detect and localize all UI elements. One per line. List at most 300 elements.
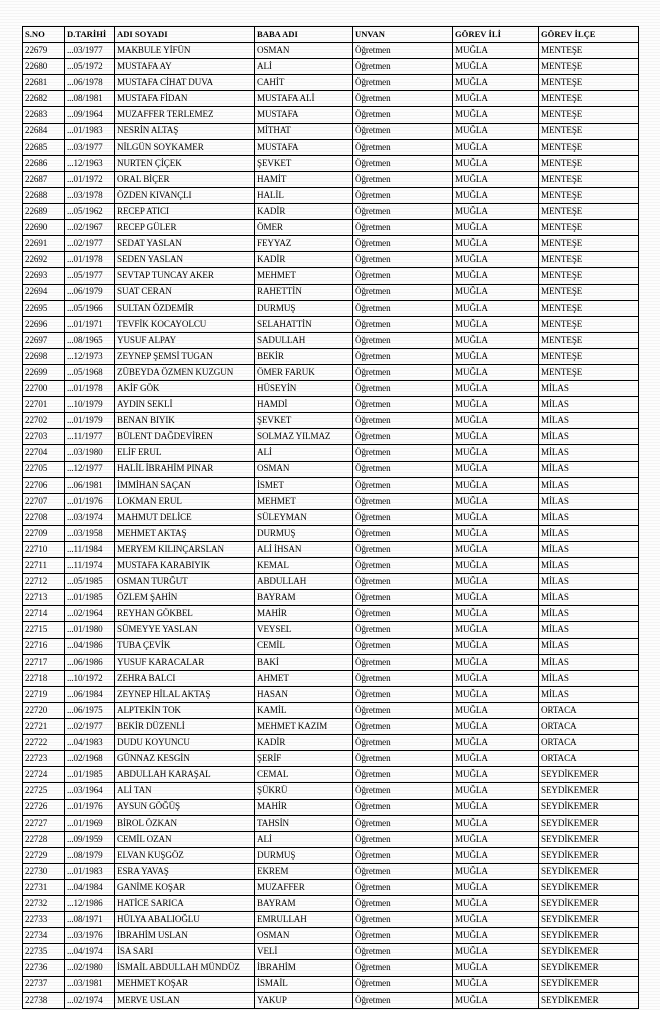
- table-row: [23, 799, 639, 815]
- cell-gorev-ilce: MENTEŞE: [539, 268, 639, 284]
- cell-adi-soyadi: BİROL ÖZKAN: [115, 815, 255, 831]
- cell-sno: 22699: [23, 364, 65, 380]
- cell-adi-soyadi: SULTAN ÖZDEMİR: [115, 300, 255, 316]
- cell-sno: 22716: [23, 638, 65, 654]
- cell-sno: 22718: [23, 670, 65, 686]
- cell-unvan: Öğretmen: [353, 992, 453, 1008]
- cell-baba-adi: DURMUŞ: [255, 847, 353, 863]
- cell-adi-soyadi: AYDIN SEKLİ: [115, 397, 255, 413]
- cell-sno: 22710: [23, 542, 65, 558]
- cell-sno: 22714: [23, 606, 65, 622]
- cell-adi-soyadi: TUBA ÇEVİK: [115, 638, 255, 654]
- cell-gorev-ili: MUĞLA: [453, 509, 539, 525]
- cell-baba-adi: MAHİR: [255, 606, 353, 622]
- cell-adi-soyadi: GÜNNAZ KESGİN: [115, 751, 255, 767]
- column-header-gorev-ilce: GÖREV İLÇE: [539, 27, 639, 43]
- cell-gorev-ilce: SEYDİKEMER: [539, 831, 639, 847]
- cell-sno: 22707: [23, 493, 65, 509]
- cell-baba-adi: YAKUP: [255, 992, 353, 1008]
- cell-sno: 22717: [23, 654, 65, 670]
- cell-gorev-ili: MUĞLA: [453, 831, 539, 847]
- cell-sno: 22692: [23, 252, 65, 268]
- cell-gorev-ili: MUĞLA: [453, 187, 539, 203]
- table-row: [23, 268, 639, 284]
- cell-sno: 22727: [23, 815, 65, 831]
- table-row: [23, 123, 639, 139]
- cell-sno: 22719: [23, 686, 65, 702]
- cell-dogum-tarihi: ...03/1976: [65, 928, 115, 944]
- cell-baba-adi: KEMAL: [255, 558, 353, 574]
- cell-baba-adi: ÖMER: [255, 220, 353, 236]
- cell-baba-adi: SELAHATTİN: [255, 316, 353, 332]
- cell-gorev-ilce: MENTEŞE: [539, 91, 639, 107]
- cell-baba-adi: OSMAN: [255, 461, 353, 477]
- cell-gorev-ili: MUĞLA: [453, 590, 539, 606]
- cell-gorev-ilce: MİLAS: [539, 590, 639, 606]
- cell-gorev-ilce: MİLAS: [539, 622, 639, 638]
- cell-unvan: Öğretmen: [353, 316, 453, 332]
- cell-baba-adi: HALİL: [255, 187, 353, 203]
- cell-baba-adi: KADİR: [255, 735, 353, 751]
- cell-gorev-ili: MUĞLA: [453, 558, 539, 574]
- cell-gorev-ili: MUĞLA: [453, 622, 539, 638]
- cell-baba-adi: VELİ: [255, 944, 353, 960]
- cell-gorev-ilce: SEYDİKEMER: [539, 783, 639, 799]
- table-row: [23, 606, 639, 622]
- cell-unvan: Öğretmen: [353, 284, 453, 300]
- column-header-gorev-ili: GÖREV İLİ: [453, 27, 539, 43]
- cell-dogum-tarihi: ...03/1981: [65, 976, 115, 992]
- cell-unvan: Öğretmen: [353, 123, 453, 139]
- cell-gorev-ilce: MENTEŞE: [539, 236, 639, 252]
- cell-adi-soyadi: MAKBULE YİFÜN: [115, 43, 255, 59]
- cell-dogum-tarihi: ...01/1983: [65, 863, 115, 879]
- table-row: [23, 863, 639, 879]
- cell-sno: 22689: [23, 204, 65, 220]
- cell-sno: 22736: [23, 960, 65, 976]
- cell-baba-adi: BAYRAM: [255, 896, 353, 912]
- table-row: [23, 622, 639, 638]
- table-row: [23, 300, 639, 316]
- cell-dogum-tarihi: ...11/1984: [65, 542, 115, 558]
- cell-baba-adi: SÜLEYMAN: [255, 509, 353, 525]
- table-row: [23, 445, 639, 461]
- cell-baba-adi: İSMAİL: [255, 976, 353, 992]
- cell-baba-adi: ÖMER FARUK: [255, 364, 353, 380]
- cell-adi-soyadi: ELVAN KUŞGÖZ: [115, 847, 255, 863]
- cell-gorev-ilce: MİLAS: [539, 686, 639, 702]
- table-row: [23, 381, 639, 397]
- cell-adi-soyadi: LOKMAN ERUL: [115, 493, 255, 509]
- cell-gorev-ili: MUĞLA: [453, 815, 539, 831]
- table-row: [23, 831, 639, 847]
- table-row: [23, 702, 639, 718]
- cell-baba-adi: BAKİ: [255, 654, 353, 670]
- cell-adi-soyadi: MEHMET AKTAŞ: [115, 525, 255, 541]
- cell-dogum-tarihi: ...01/1985: [65, 590, 115, 606]
- cell-gorev-ilce: MİLAS: [539, 654, 639, 670]
- cell-adi-soyadi: YUSUF ALPAY: [115, 332, 255, 348]
- cell-adi-soyadi: MUSTAFA AY: [115, 59, 255, 75]
- cell-adi-soyadi: HALİL İBRAHİM PINAR: [115, 461, 255, 477]
- cell-dogum-tarihi: ...01/1976: [65, 493, 115, 509]
- cell-gorev-ilce: SEYDİKEMER: [539, 815, 639, 831]
- cell-dogum-tarihi: ...06/1978: [65, 75, 115, 91]
- cell-sno: 22709: [23, 525, 65, 541]
- column-header-dogum-tarihi: D.TARİHİ: [65, 27, 115, 43]
- cell-gorev-ilce: MİLAS: [539, 493, 639, 509]
- table-row: [23, 847, 639, 863]
- table-row: [23, 91, 639, 107]
- cell-dogum-tarihi: ...06/1984: [65, 686, 115, 702]
- cell-gorev-ili: MUĞLA: [453, 606, 539, 622]
- cell-dogum-tarihi: ...09/1959: [65, 831, 115, 847]
- cell-unvan: Öğretmen: [353, 944, 453, 960]
- cell-sno: 22729: [23, 847, 65, 863]
- cell-gorev-ilce: MENTEŞE: [539, 316, 639, 332]
- cell-dogum-tarihi: ...05/1972: [65, 59, 115, 75]
- cell-sno: 22734: [23, 928, 65, 944]
- cell-adi-soyadi: ZEYNEP HİLAL AKTAŞ: [115, 686, 255, 702]
- cell-sno: 22690: [23, 220, 65, 236]
- cell-baba-adi: MEHMET: [255, 268, 353, 284]
- table-row: [23, 364, 639, 380]
- cell-unvan: Öğretmen: [353, 509, 453, 525]
- cell-gorev-ili: MUĞLA: [453, 75, 539, 91]
- cell-baba-adi: SOLMAZ YILMAZ: [255, 429, 353, 445]
- cell-baba-adi: MUZAFFER: [255, 879, 353, 895]
- cell-sno: 22680: [23, 59, 65, 75]
- cell-adi-soyadi: OSMAN TURĞUT: [115, 574, 255, 590]
- cell-baba-adi: DURMUŞ: [255, 300, 353, 316]
- cell-adi-soyadi: BENAN BIYIK: [115, 413, 255, 429]
- cell-dogum-tarihi: ...01/1971: [65, 316, 115, 332]
- cell-sno: 22691: [23, 236, 65, 252]
- table-row: [23, 525, 639, 541]
- cell-sno: 22713: [23, 590, 65, 606]
- cell-gorev-ili: MUĞLA: [453, 348, 539, 364]
- cell-sno: 22735: [23, 944, 65, 960]
- cell-gorev-ili: MUĞLA: [453, 912, 539, 928]
- cell-adi-soyadi: ABDULLAH KARAŞAL: [115, 767, 255, 783]
- cell-sno: 22730: [23, 863, 65, 879]
- cell-gorev-ilce: SEYDİKEMER: [539, 992, 639, 1008]
- cell-unvan: Öğretmen: [353, 364, 453, 380]
- cell-baba-adi: DURMUŞ: [255, 525, 353, 541]
- cell-sno: 22724: [23, 767, 65, 783]
- cell-dogum-tarihi: ...01/1980: [65, 622, 115, 638]
- cell-gorev-ilce: ORTACA: [539, 719, 639, 735]
- cell-dogum-tarihi: ...02/1977: [65, 719, 115, 735]
- cell-gorev-ilce: SEYDİKEMER: [539, 944, 639, 960]
- cell-baba-adi: SADULLAH: [255, 332, 353, 348]
- cell-gorev-ili: MUĞLA: [453, 91, 539, 107]
- cell-unvan: Öğretmen: [353, 155, 453, 171]
- cell-gorev-ilce: MENTEŞE: [539, 252, 639, 268]
- cell-baba-adi: ŞEVKET: [255, 413, 353, 429]
- cell-gorev-ili: MUĞLA: [453, 252, 539, 268]
- cell-gorev-ilce: MENTEŞE: [539, 171, 639, 187]
- cell-baba-adi: RAHETTİN: [255, 284, 353, 300]
- cell-gorev-ili: MUĞLA: [453, 638, 539, 654]
- cell-dogum-tarihi: ...01/1978: [65, 252, 115, 268]
- cell-gorev-ilce: ORTACA: [539, 751, 639, 767]
- cell-dogum-tarihi: ...06/1979: [65, 284, 115, 300]
- cell-unvan: Öğretmen: [353, 928, 453, 944]
- cell-sno: 22705: [23, 461, 65, 477]
- cell-unvan: Öğretmen: [353, 847, 453, 863]
- cell-dogum-tarihi: ...04/1986: [65, 638, 115, 654]
- cell-unvan: Öğretmen: [353, 912, 453, 928]
- cell-adi-soyadi: SEVTAP TUNCAY AKER: [115, 268, 255, 284]
- cell-unvan: Öğretmen: [353, 187, 453, 203]
- cell-adi-soyadi: SEDAT YASLAN: [115, 236, 255, 252]
- cell-unvan: Öğretmen: [353, 896, 453, 912]
- cell-baba-adi: ABDULLAH: [255, 574, 353, 590]
- cell-sno: 22725: [23, 783, 65, 799]
- cell-gorev-ili: MUĞLA: [453, 236, 539, 252]
- cell-gorev-ili: MUĞLA: [453, 542, 539, 558]
- table-row: [23, 107, 639, 123]
- cell-sno: 22726: [23, 799, 65, 815]
- cell-baba-adi: HAMDİ: [255, 397, 353, 413]
- cell-adi-soyadi: HÜLYA ABALIOĞLU: [115, 912, 255, 928]
- table-row: [23, 879, 639, 895]
- cell-dogum-tarihi: ...12/1986: [65, 896, 115, 912]
- cell-baba-adi: ŞÜKRÜ: [255, 783, 353, 799]
- cell-gorev-ili: MUĞLA: [453, 928, 539, 944]
- cell-adi-soyadi: RECEP ATICI: [115, 204, 255, 220]
- table-row: [23, 509, 639, 525]
- cell-unvan: Öğretmen: [353, 960, 453, 976]
- cell-dogum-tarihi: ...02/1967: [65, 220, 115, 236]
- cell-baba-adi: AHMET: [255, 670, 353, 686]
- cell-gorev-ilce: MİLAS: [539, 574, 639, 590]
- cell-dogum-tarihi: ...04/1983: [65, 735, 115, 751]
- cell-sno: 22700: [23, 381, 65, 397]
- cell-baba-adi: MUSTAFA ALİ: [255, 91, 353, 107]
- cell-gorev-ili: MUĞLA: [453, 719, 539, 735]
- cell-dogum-tarihi: ...12/1973: [65, 348, 115, 364]
- cell-unvan: Öğretmen: [353, 638, 453, 654]
- cell-gorev-ili: MUĞLA: [453, 863, 539, 879]
- cell-dogum-tarihi: ...02/1977: [65, 236, 115, 252]
- cell-adi-soyadi: İBRAHİM USLAN: [115, 928, 255, 944]
- cell-gorev-ilce: MENTEŞE: [539, 155, 639, 171]
- cell-gorev-ilce: MENTEŞE: [539, 139, 639, 155]
- cell-baba-adi: HÜSEYİN: [255, 381, 353, 397]
- cell-baba-adi: KADİR: [255, 252, 353, 268]
- cell-sno: 22683: [23, 107, 65, 123]
- cell-gorev-ilce: MENTEŞE: [539, 204, 639, 220]
- cell-dogum-tarihi: ...10/1972: [65, 670, 115, 686]
- cell-dogum-tarihi: ...08/1971: [65, 912, 115, 928]
- cell-baba-adi: MİTHAT: [255, 123, 353, 139]
- table-row: [23, 992, 639, 1008]
- cell-baba-adi: HAMİT: [255, 171, 353, 187]
- cell-gorev-ilce: MİLAS: [539, 413, 639, 429]
- table-row: [23, 558, 639, 574]
- cell-gorev-ili: MUĞLA: [453, 316, 539, 332]
- cell-dogum-tarihi: ...03/1980: [65, 445, 115, 461]
- cell-gorev-ili: MUĞLA: [453, 767, 539, 783]
- cell-adi-soyadi: NİLGÜN SOYKAMER: [115, 139, 255, 155]
- cell-gorev-ili: MUĞLA: [453, 123, 539, 139]
- cell-gorev-ilce: ORTACA: [539, 702, 639, 718]
- table-row: [23, 75, 639, 91]
- cell-unvan: Öğretmen: [353, 59, 453, 75]
- cell-adi-soyadi: MERYEM KILINÇARSLAN: [115, 542, 255, 558]
- cell-sno: 22701: [23, 397, 65, 413]
- cell-unvan: Öğretmen: [353, 413, 453, 429]
- cell-adi-soyadi: İMMİHAN SAÇAN: [115, 477, 255, 493]
- cell-dogum-tarihi: ...01/1976: [65, 799, 115, 815]
- cell-dogum-tarihi: ...02/1968: [65, 751, 115, 767]
- cell-unvan: Öğretmen: [353, 461, 453, 477]
- cell-sno: 22708: [23, 509, 65, 525]
- cell-gorev-ilce: MENTEŞE: [539, 123, 639, 139]
- cell-unvan: Öğretmen: [353, 525, 453, 541]
- cell-baba-adi: TAHSİN: [255, 815, 353, 831]
- cell-sno: 22706: [23, 477, 65, 493]
- cell-dogum-tarihi: ...06/1981: [65, 477, 115, 493]
- table-row: [23, 461, 639, 477]
- cell-dogum-tarihi: ...03/1964: [65, 783, 115, 799]
- cell-gorev-ilce: MENTEŞE: [539, 59, 639, 75]
- cell-baba-adi: BEKİR: [255, 348, 353, 364]
- cell-dogum-tarihi: ...04/1974: [65, 944, 115, 960]
- cell-baba-adi: MEHMET KAZIM: [255, 719, 353, 735]
- cell-dogum-tarihi: ...05/1966: [65, 300, 115, 316]
- cell-unvan: Öğretmen: [353, 783, 453, 799]
- column-header-baba-adi: BABA ADI: [255, 27, 353, 43]
- cell-baba-adi: MUSTAFA: [255, 139, 353, 155]
- cell-unvan: Öğretmen: [353, 236, 453, 252]
- cell-baba-adi: CAHİT: [255, 75, 353, 91]
- cell-dogum-tarihi: ...09/1964: [65, 107, 115, 123]
- cell-baba-adi: ALİ: [255, 445, 353, 461]
- cell-gorev-ilce: MİLAS: [539, 445, 639, 461]
- cell-gorev-ilce: SEYDİKEMER: [539, 960, 639, 976]
- cell-gorev-ili: MUĞLA: [453, 879, 539, 895]
- table-row: [23, 204, 639, 220]
- cell-gorev-ili: MUĞLA: [453, 525, 539, 541]
- cell-baba-adi: HASAN: [255, 686, 353, 702]
- cell-gorev-ili: MUĞLA: [453, 670, 539, 686]
- cell-sno: 22694: [23, 284, 65, 300]
- cell-gorev-ili: MUĞLA: [453, 364, 539, 380]
- cell-unvan: Öğretmen: [353, 879, 453, 895]
- cell-unvan: Öğretmen: [353, 767, 453, 783]
- cell-adi-soyadi: SÜMEYYE YASLAN: [115, 622, 255, 638]
- cell-gorev-ili: MUĞLA: [453, 204, 539, 220]
- cell-sno: 22682: [23, 91, 65, 107]
- cell-gorev-ilce: SEYDİKEMER: [539, 847, 639, 863]
- cell-gorev-ili: MUĞLA: [453, 477, 539, 493]
- cell-adi-soyadi: TEVFİK KOCAYOLCU: [115, 316, 255, 332]
- cell-baba-adi: MAHİR: [255, 799, 353, 815]
- cell-sno: 22695: [23, 300, 65, 316]
- cell-baba-adi: FEYYAZ: [255, 236, 353, 252]
- cell-adi-soyadi: ALİ TAN: [115, 783, 255, 799]
- cell-dogum-tarihi: ...10/1979: [65, 397, 115, 413]
- cell-unvan: Öğretmen: [353, 590, 453, 606]
- cell-unvan: Öğretmen: [353, 702, 453, 718]
- cell-adi-soyadi: ZEHRA BALCI: [115, 670, 255, 686]
- cell-adi-soyadi: ALPTEKİN TOK: [115, 702, 255, 718]
- cell-gorev-ili: MUĞLA: [453, 686, 539, 702]
- table-row: [23, 284, 639, 300]
- cell-sno: 22684: [23, 123, 65, 139]
- cell-gorev-ilce: MİLAS: [539, 397, 639, 413]
- table-row: [23, 670, 639, 686]
- table-row: [23, 574, 639, 590]
- cell-dogum-tarihi: ...01/1979: [65, 413, 115, 429]
- cell-adi-soyadi: REYHAN GÖKBEL: [115, 606, 255, 622]
- cell-dogum-tarihi: ...02/1974: [65, 992, 115, 1008]
- cell-gorev-ili: MUĞLA: [453, 574, 539, 590]
- cell-gorev-ili: MUĞLA: [453, 654, 539, 670]
- table-row: [23, 43, 639, 59]
- cell-gorev-ilce: MENTEŞE: [539, 75, 639, 91]
- table-row: [23, 413, 639, 429]
- cell-baba-adi: OSMAN: [255, 928, 353, 944]
- cell-sno: 22686: [23, 155, 65, 171]
- table-row: [23, 220, 639, 236]
- cell-sno: 22703: [23, 429, 65, 445]
- column-header-adi-soyadi: ADI SOYADI: [115, 27, 255, 43]
- cell-gorev-ilce: MİLAS: [539, 461, 639, 477]
- personnel-table: [22, 26, 639, 1009]
- cell-baba-adi: EKREM: [255, 863, 353, 879]
- cell-gorev-ilce: SEYDİKEMER: [539, 896, 639, 912]
- cell-dogum-tarihi: ...05/1977: [65, 268, 115, 284]
- cell-unvan: Öğretmen: [353, 670, 453, 686]
- cell-gorev-ili: MUĞLA: [453, 735, 539, 751]
- cell-dogum-tarihi: ...12/1963: [65, 155, 115, 171]
- cell-gorev-ili: MUĞLA: [453, 702, 539, 718]
- cell-unvan: Öğretmen: [353, 268, 453, 284]
- cell-unvan: Öğretmen: [353, 332, 453, 348]
- cell-adi-soyadi: AYSUN GÖĞÜŞ: [115, 799, 255, 815]
- cell-baba-adi: ALİ: [255, 59, 353, 75]
- cell-unvan: Öğretmen: [353, 477, 453, 493]
- cell-gorev-ili: MUĞLA: [453, 896, 539, 912]
- cell-gorev-ili: MUĞLA: [453, 43, 539, 59]
- cell-sno: 22712: [23, 574, 65, 590]
- table-row: [23, 139, 639, 155]
- cell-dogum-tarihi: ...05/1985: [65, 574, 115, 590]
- cell-adi-soyadi: MAHMUT DELİCE: [115, 509, 255, 525]
- table-row: [23, 928, 639, 944]
- table-row: [23, 960, 639, 976]
- cell-adi-soyadi: ZEYNEP ŞEMSİ TUGAN: [115, 348, 255, 364]
- table-row: [23, 316, 639, 332]
- table-row: [23, 252, 639, 268]
- cell-unvan: Öğretmen: [353, 799, 453, 815]
- cell-sno: 22722: [23, 735, 65, 751]
- cell-gorev-ilce: MENTEŞE: [539, 300, 639, 316]
- cell-dogum-tarihi: ...11/1977: [65, 429, 115, 445]
- cell-baba-adi: CEMAL: [255, 767, 353, 783]
- cell-adi-soyadi: MUSTAFA CİHAT DUVA: [115, 75, 255, 91]
- cell-dogum-tarihi: ...05/1968: [65, 364, 115, 380]
- cell-unvan: Öğretmen: [353, 397, 453, 413]
- cell-gorev-ili: MUĞLA: [453, 799, 539, 815]
- cell-gorev-ili: MUĞLA: [453, 397, 539, 413]
- cell-gorev-ilce: MİLAS: [539, 638, 639, 654]
- cell-dogum-tarihi: ...08/1981: [65, 91, 115, 107]
